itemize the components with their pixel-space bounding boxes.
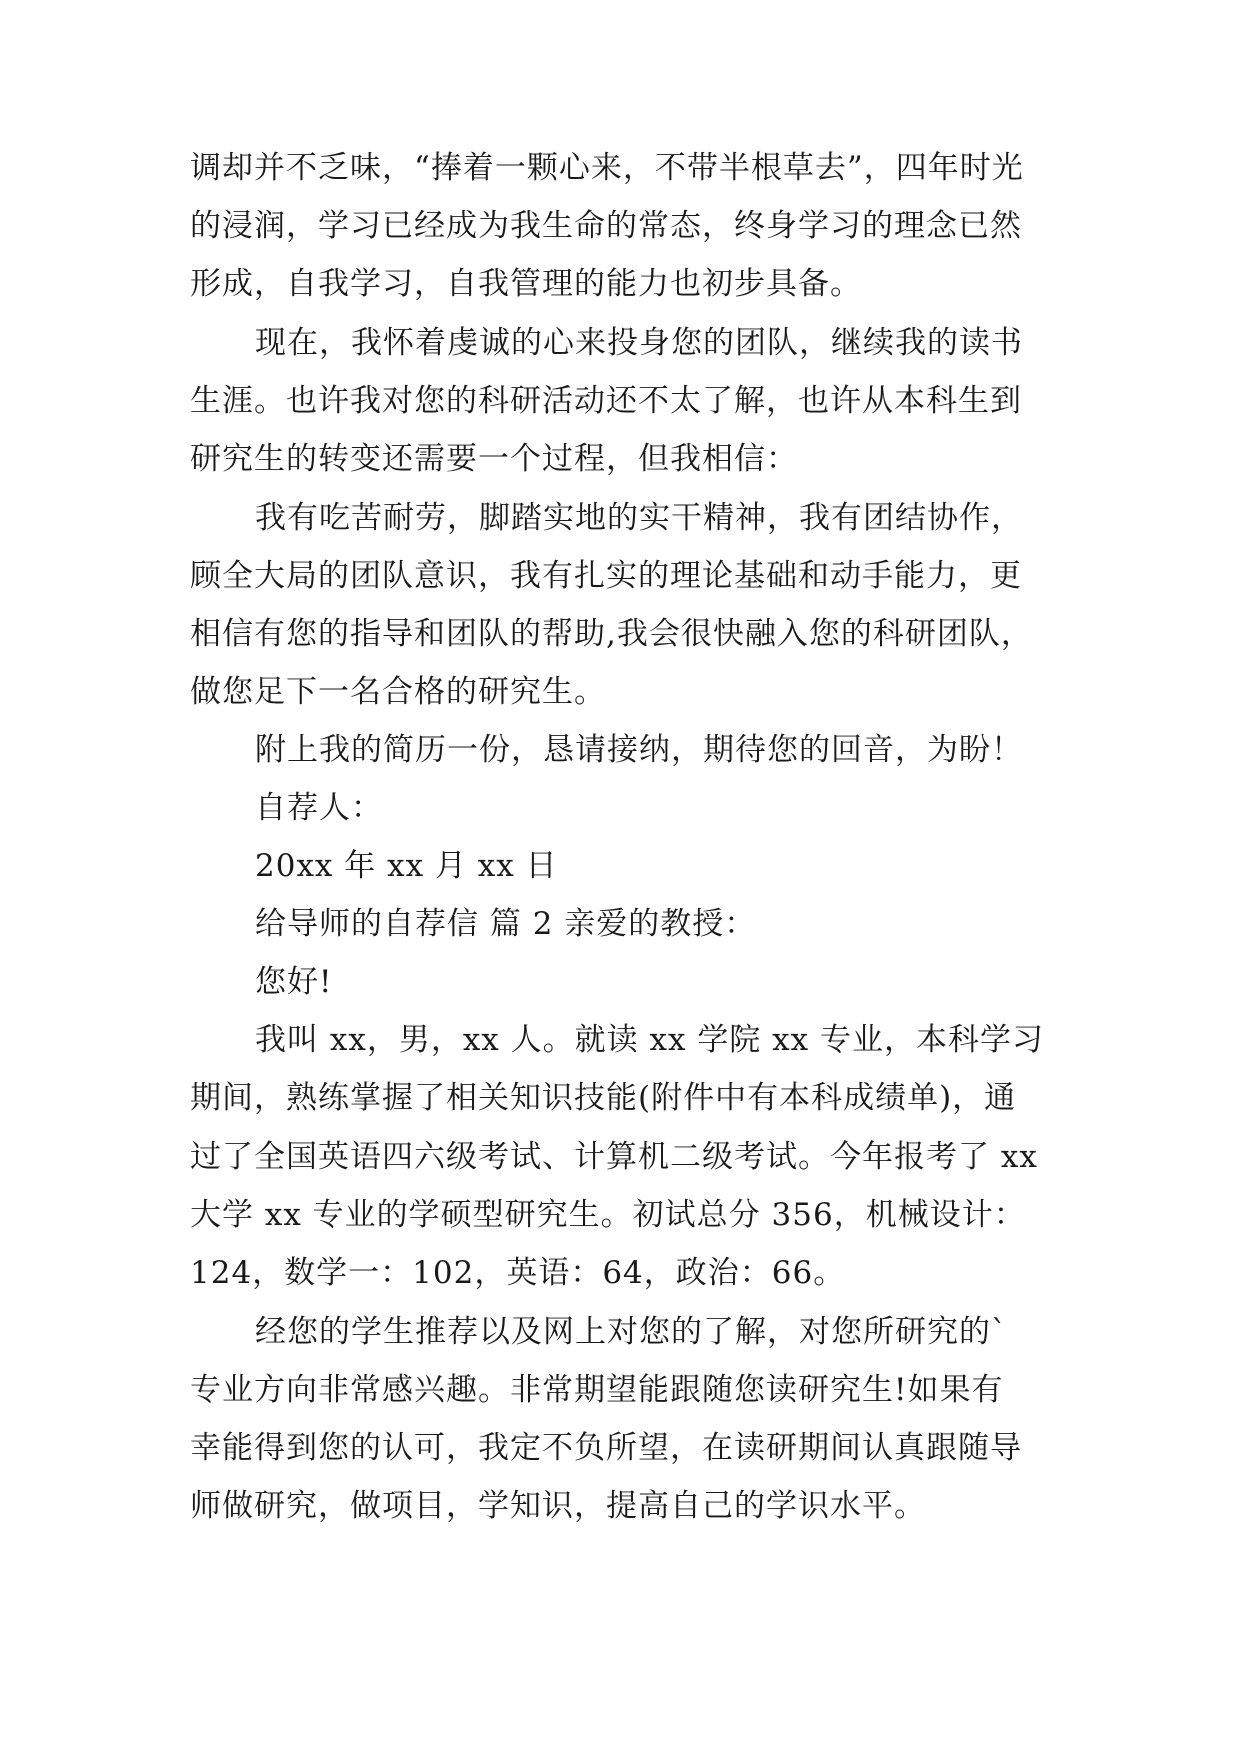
signature-label: 自荐人： xyxy=(255,790,383,826)
section-heading: 给导师的自荐信 篇 2 亲爱的教授： xyxy=(255,906,757,942)
paragraph-start: 我有吃苦耐劳，脚踏实地的实干精神，我有团结协作， xyxy=(255,500,1023,536)
paragraph-start: 经您的学生推荐以及网上对您的了解，对您所研究的` xyxy=(255,1314,1008,1350)
text-line: 研究生的转变还需要一个过程，但我相信： xyxy=(190,441,798,477)
paragraph-start: 我叫 xx，男，xx 人。就读 xx 学院 xx 专业，本科学习 xyxy=(255,1022,1044,1058)
text-line: 的浸润，学习已经成为我生命的常态，终身学习的理念已然 xyxy=(190,208,1022,244)
text-line: 做您足下一名合格的研究生。 xyxy=(190,674,606,710)
paragraph-start: 现在，我怀着虔诚的心来投身您的团队，继续我的读书 xyxy=(255,325,1023,361)
text-line: 幸能得到您的认可，我定不负所望，在读研期间认真跟随导 xyxy=(190,1430,1022,1466)
text-line: 师做研究，做项目，学知识，提高自己的学识水平。 xyxy=(190,1488,926,1524)
text-line: 生涯。也许我对您的科研活动还不太了解，也许从本科生到 xyxy=(190,383,1022,419)
date-line: 20xx 年 xx 月 xx 日 xyxy=(255,848,558,884)
greeting: 您好! xyxy=(255,964,333,1000)
paragraph-start: 附上我的简历一份，恳请接纳，期待您的回音，为盼！ xyxy=(255,732,1023,768)
text-line: 大学 xx 专业的学硕型研究生。初试总分 356，机械设计： xyxy=(190,1197,1026,1233)
text-line: 124，数学一：102，英语：64，政治：66。 xyxy=(190,1255,846,1291)
text-line: 顾全大局的团队意识，我有扎实的理论基础和动手能力，更 xyxy=(190,558,1022,594)
text-line: 专业方向非常感兴趣。非常期望能跟随您读研究生!如果有 xyxy=(190,1372,1004,1408)
text-line: 过了全国英语四六级考试、计算机二级考试。今年报考了 xx xyxy=(190,1139,1038,1175)
text-line: 形成，自我学习，自我管理的能力也初步具备。 xyxy=(190,266,862,302)
text-line: 相信有您的指导和团队的帮助,我会很快融入您的科研团队， xyxy=(190,616,1033,652)
text-line: 调却并不乏味，“捧着一颗心来，不带半根草去”，四年时光 xyxy=(190,150,1024,186)
text-line: 期间，熟练掌握了相关知识技能(附件中有本科成绩单)，通 xyxy=(190,1080,1017,1116)
